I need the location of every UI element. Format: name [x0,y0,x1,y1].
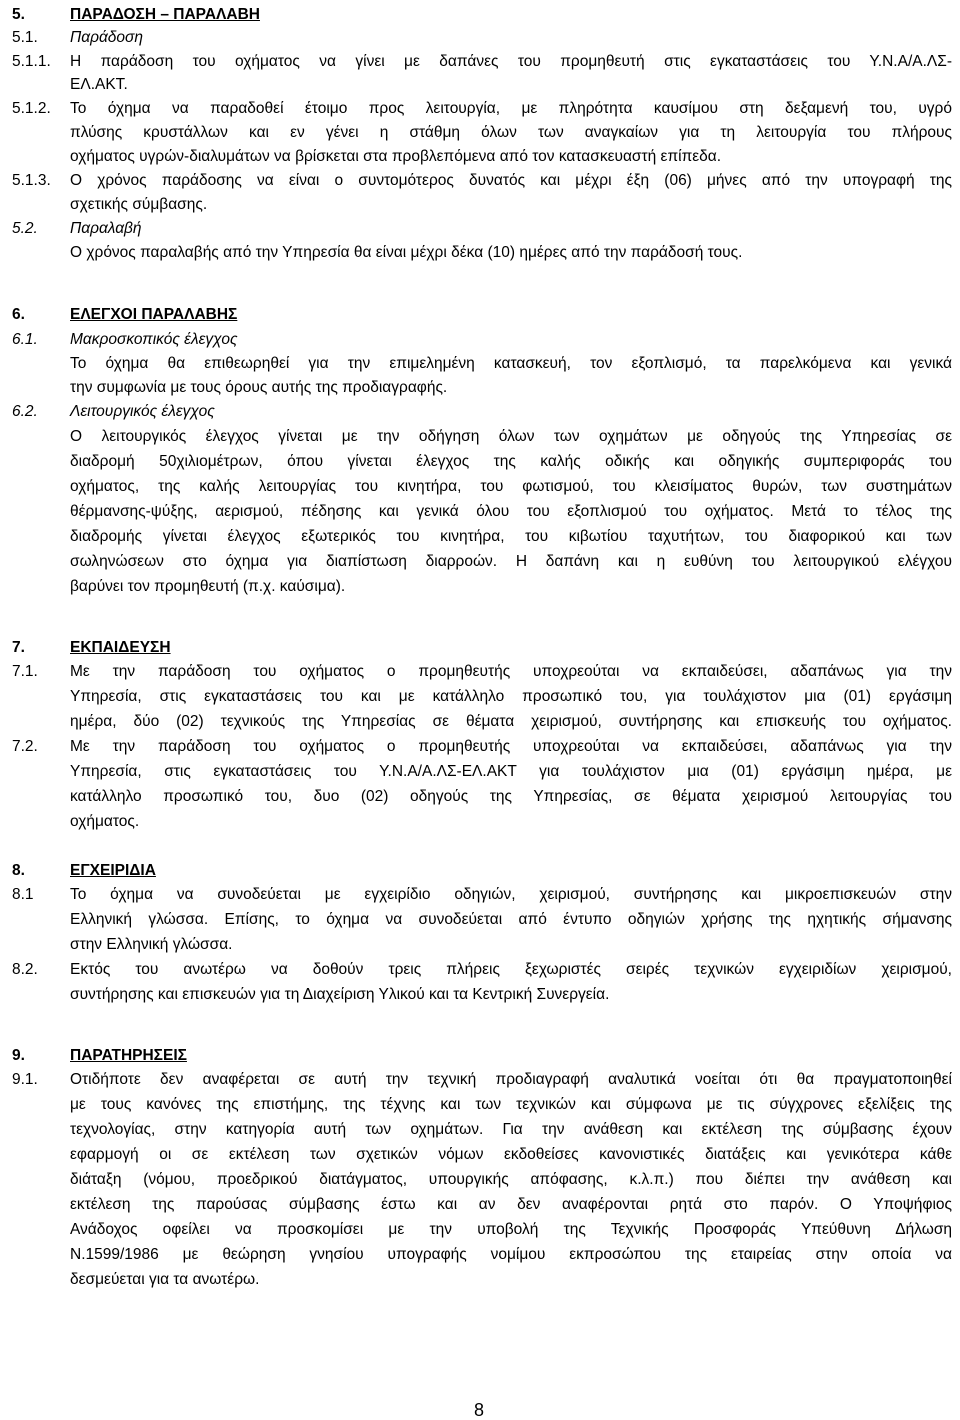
section-6-2-line: βαρύνει τον προμηθευτή (π.χ. καύσιμα). [70,578,346,595]
section-5-2-number: 5.2. [12,220,38,237]
section-5-1-2-line: πλύσης κρυστάλλων και εν γένει η στάθμη όλων των αναγκαίων για τη λειτουργία του πλήρους [70,124,952,141]
section-9-1-line: εκτέλεση της παρούσας σύμβασης έστω και αν δεν αναφέρονται ρητά στο παρόν. Ο Υποψήφιος [70,1196,952,1213]
section-7-title: ΕΚΠΑΙΔΕΥΣΗ [70,639,171,656]
section-8-number: 8. [12,862,25,879]
section-7-1-number: 7.1. [12,663,38,680]
section-9-1-line: με τους κανόνες της επιστήμης, της τέχνης και των τεχνικών και σύμφωνα με τις σύγχρονες εξελίξεις της [70,1096,952,1113]
section-6-2-line: διαδρομή 50χιλιομέτρων, όπου γίνεται έλεγχος της καλής οδικής και οδηγικής συμπεριφοράς του [70,453,952,470]
section-5-number: 5. [12,6,25,23]
section-6-2-number: 6.2. [12,403,38,420]
section-5-2-line: Ο χρόνος παραλαβής από την Υπηρεσία θα είναι μέχρι δέκα (10) ημέρες από την παράδοσή τους. [70,244,743,261]
section-7-2-line: οχήματος. [70,813,140,830]
section-7-2-line: Με την παράδοση του οχήματος ο προμηθευτής υποχρεούται να εκπαιδεύσει, αδαπάνως για την [70,738,952,755]
section-5-1-2-number: 5.1.2. [12,100,51,117]
section-9-1-number: 9.1. [12,1071,38,1088]
section-5-1-2-line: οχήματος υγρών-διαλυμάτων να βρίσκεται στα προβλεπόμενα από τον κατασκευαστή επίπεδα. [70,148,722,165]
section-6-2-line: οχήματος, της καλής λειτουργίας του κινητήρα, του φωτισμού, του κλεισίματος θυρών, των συστημάτων [70,478,952,495]
section-6-1-title: Μακροσκοπικός έλεγχος [70,331,238,348]
section-5-1-3-line: σχετικής σύμβασης. [70,196,208,213]
section-5-1-3-line: Ο χρόνος παράδοσης να είναι ο συντομότερος δυνατός και μέχρι έξη (06) μήνες από την υπογραφή της [70,172,952,189]
section-5-2-title: Παραλαβή [70,220,142,237]
section-7-number: 7. [12,639,25,656]
section-5-1-2-line: Το όχημα να παραδοθεί έτοιμο προς λειτουργία, με πληρότητα καυσίμου στη δεξαμενή του, υγρό [70,100,952,117]
section-6-1-line: την συμφωνία με τους όρους αυτής της προδιαγραφής. [70,379,448,396]
section-6-2-line: σωληνώσεων στο όχημα για διαπίστωση διαρροών. Η δαπάνη και η ευθύνη του λειτουργικού ελέγχου [70,553,952,570]
section-6-2-line: θέρμανσης-ψύξης, αερισμού, πέδησης και γενικά όλου του εξοπλισμού του οχήματος. Μετά το τέλος της [70,503,952,520]
page-number: 8 [474,1400,485,1420]
section-9-number: 9. [12,1047,25,1064]
section-9-title: ΠΑΡΑΤΗΡΗΣΕΙΣ [70,1047,187,1064]
section-8-title: ΕΓΧΕΙΡΙΔΙΑ [70,862,156,879]
section-5-1-title: Παράδοση [70,29,143,46]
section-9-1-line: δεσμεύεται για τα ανωτέρω. [70,1271,260,1288]
section-8-2-line: συντήρησης και επισκευών για τη Διαχείριση Υλικού και τα Κεντρική Συνεργεία. [70,986,610,1003]
section-8-1-line: Ελληνική γλώσσα. Επίσης, το όχημα να συνοδεύεται από έντυπο οδηγιών χρήσης της ηχητικής σήμανσης [70,911,952,928]
section-8-1-line: Το όχημα να συνοδεύεται με εγχειρίδιο οδηγιών, χειρισμού, συντήρησης και μικροεπισκευών στην [70,886,952,903]
section-8-1-line: στην Ελληνική γλώσσα. [70,936,233,953]
section-5-1-number: 5.1. [12,29,38,46]
section-7-2-line: Υπηρεσία, στις εγκαταστάσεις του Υ.Ν.Α/Α.ΛΣ-ΕΛ.ΑΚΤ για τουλάχιστον μια (01) εργάσιμη ημέρα, με [70,763,952,780]
section-7-1-line: ημέρα, δύο (02) τεχνικούς της Υπηρεσίας σε θέματα χειρισμού, συντήρησης και επισκευής του οχήματος. [70,713,952,730]
section-7-2-number: 7.2. [12,738,38,755]
section-5-1-1-line: ΕΛ.ΑΚΤ. [70,76,128,93]
section-7-2-line: κατάλληλο προσωπικό του, δυο (02) οδηγούς της Υπηρεσίας, σε θέματα χειρισμού λειτουργίας του [70,788,952,805]
section-8-2-line: Εκτός του ανωτέρω να δοθούν τρεις πλήρεις ξεχωριστές σειρές τεχνικών εγχειριδίων χειρισμού, [70,961,952,978]
section-8-1-number: 8.1 [12,886,34,903]
section-6-title: ΕΛΕΓΧΟΙ ΠΑΡΑΛΑΒΗΣ [70,306,238,323]
section-8-2-number: 8.2. [12,961,38,978]
section-5-1-1-line: Η παράδοση του οχήματος να γίνει με δαπάνες του προμηθευτή στις εγκαταστάσεις του Υ.Ν.Α/Α.ΛΣ- [70,53,952,70]
section-7-1-line: Υπηρεσία, στις εγκαταστάσεις του και με κατάλληλο προσωπικό του, για τουλάχιστον μια (01) εργάσιμη [70,688,952,705]
section-5-1-3-number: 5.1.3. [12,172,51,189]
section-9-1-line: Ανάδοχος οφείλει να προσκομίσει με την υποβολή της Τεχνικής Προσφοράς Υπεύθυνη Δήλωση [70,1221,952,1238]
section-9-1-line: Οτιδήποτε δεν αναφέρεται σε αυτή την τεχνική προδιαγραφή αναλυτικά νοείται ότι θα πραγματοποιηθεί [70,1071,952,1088]
section-9-1-line: διάταξη (νόμου, προεδρικού διατάγματος, υπουργικής απόφασης, κ.λ.π.) που διέπει την ανάθεση και [70,1171,952,1188]
section-6-1-number: 6.1. [12,331,38,348]
section-6-1-line: Το όχημα θα επιθεωρηθεί για την επιμελημένη κατασκευή, τον εξοπλισμό, τα παρελκόμενα και γενικά [70,355,952,372]
section-9-1-line: Ν.1599/1986 με θεώρηση γνησίου υπογραφής νομίμου εκπροσώπου της εταιρείας στην οποία να [70,1246,952,1263]
section-6-2-title: Λειτουργικός έλεγχος [70,403,215,420]
section-9-1-line: εφαρμογή οι σε εκτέλεση των σχετικών νόμων εκδοθείσες κανονιστικές διατάξεις και γενικότερα κάθε [70,1146,952,1163]
section-5-1-1-number: 5.1.1. [12,53,51,70]
section-6-2-line: διαδρομής γίνεται έλεγχος εξωτερικός του κινητήρα, του κιβωτίου ταχυτήτων, του διαφορικού και των [70,528,952,545]
section-6-number: 6. [12,306,25,323]
section-6-2-line: Ο λειτουργικός έλεγχος γίνεται με την οδήγηση όλων των οχημάτων με οδηγούς της Υπηρεσίας σε [70,428,952,445]
section-5-title: ΠΑΡΑΔΟΣΗ – ΠΑΡΑΛΑΒΗ [70,6,260,23]
section-7-1-line: Με την παράδοση του οχήματος ο προμηθευτής υποχρεούται να εκπαιδεύσει, αδαπάνως για την [70,663,952,680]
section-9-1-line: τεχνολογίας, στην κατηγορία αυτή των οχημάτων. Για την ανάθεση και εκτέλεση της σύμβασης έχουν [70,1121,952,1138]
